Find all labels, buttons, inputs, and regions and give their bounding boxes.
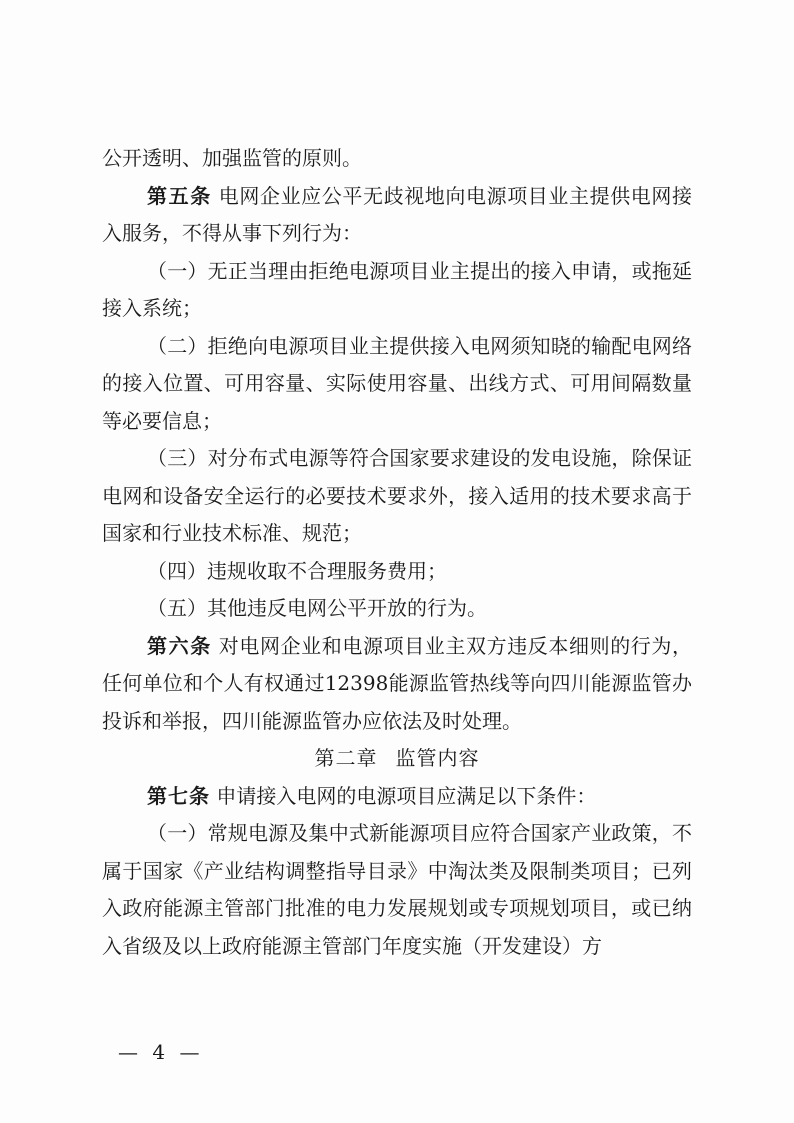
chapter-title: 监管内容	[395, 746, 480, 770]
list-item: （四）违规收取不合理服务费用；	[147, 558, 447, 583]
article-text: 电网企业应公平无歧视地向电源项目业主提供电网接入服务，不得从事下列行为：	[102, 183, 693, 245]
article-text: 申请接入电网的电源项目应满足以下条件：	[216, 783, 597, 808]
paragraph-continuation: 公开透明、加强监管的原则。	[102, 146, 362, 170]
list-item: （三）对分布式电源等符合国家要求建设的发电设施，除保证电网和设备安全运行的必要技术要求外，接入适用的技术要求高于国家和行业技术标准、规范；	[102, 446, 692, 545]
article-number: 第五条	[147, 183, 212, 208]
article-number: 第六条	[147, 633, 212, 658]
article-text	[212, 184, 219, 208]
chapter-number: 第二章	[314, 746, 378, 770]
article-text: 对电网企业和电源项目业主双方违反本细则的行为，任何单位和个人有权通过12398能源监管热线等向四川能源监管办投诉和举报，四川能源监管办应依法及时处理。	[102, 633, 693, 733]
article-5	[102, 178, 692, 253]
list-item: （一）无正当理由拒绝电源项目业主提出的接入申请，或拖延接入系统；	[102, 258, 692, 320]
article-6	[102, 628, 692, 741]
article-number: 第七条	[147, 783, 210, 808]
list-item: （二）拒绝向电源项目业主提供接入电网须知晓的输配电网络的接入位置、可用容量、实际使用容量、出线方式、可用间隔数量等必要信息；	[102, 333, 692, 433]
document-body	[102, 140, 692, 965]
article-7	[102, 778, 692, 816]
page-number: — 4 —	[118, 1040, 204, 1064]
list-item: （五）其他违反电网公平开放的行为。	[147, 596, 487, 620]
list-item: （一）常规电源及集中式新能源项目应符合国家产业政策，不属于国家《产业结构调整指导目录》中淘汰类及限制类项目；已列入政府能源主管部门批准的电力发展规划或专项规划项目，或已纳入省级及以上政府能源主管部门年度实施（开发建设）方	[102, 821, 692, 958]
chapter-heading	[102, 740, 692, 778]
